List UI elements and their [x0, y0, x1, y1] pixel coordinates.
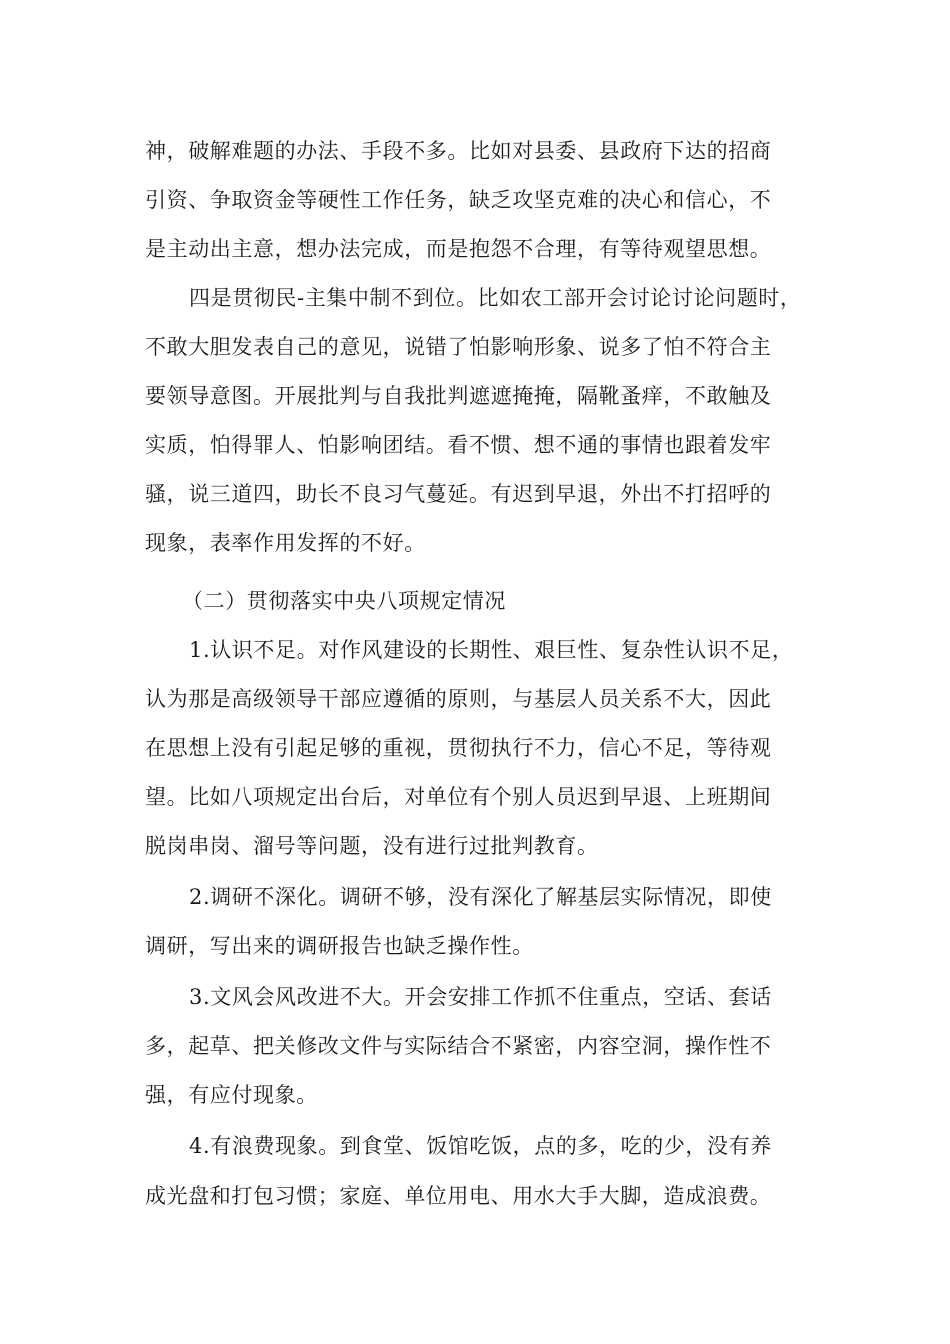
text-line: 实质，怕得罪人、怕影响团结。看不惯、想不通的事情也跟着发牢 [145, 433, 772, 457]
text-line: 成光盘和打包习惯；家庭、单位用电、用水大手大脚，造成浪费。 [145, 1184, 772, 1208]
text-line: 引资、争取资金等硬性工作任务，缺乏攻坚克难的决心和信心，不 [145, 188, 772, 212]
text-line: 现象，表率作用发挥的不好。 [145, 531, 426, 555]
text-line: 脱岗串岗、溜号等问题，没有进行过批判教育。 [145, 834, 599, 858]
text-line: 在思想上没有引起足够的重视，贯彻执行不力，信心不足，等待观 [145, 736, 772, 760]
text-line: 神，破解难题的办法、手段不多。比如对县委、县政府下达的招商 [145, 139, 772, 163]
paragraph-start-line: 1.认识不足。对作风建设的长期性、艰巨性、复杂性认识不足， [189, 638, 794, 662]
paragraph-start-line: 4.有浪费现象。到食堂、饭馆吃饭，点的多，吃的少，没有养 [189, 1134, 772, 1158]
text-line: 望。比如八项规定出台后，对单位有个别人员迟到早退、上班期间 [145, 785, 772, 809]
text-line: 调研，写出来的调研报告也缺乏操作性。 [145, 934, 534, 958]
text-line: 骚，说三道四，助长不良习气蔓延。有迟到早退，外出不打招呼的 [145, 482, 772, 506]
section-heading: （二）贯彻落实中央八项规定情况 [182, 589, 506, 613]
text-line: 不敢大胆发表自己的意见，说错了怕影响形象、说多了怕不符合主 [145, 335, 772, 359]
text-line: 认为那是高级领导干部应遵循的原则，与基层人员关系不大，因此 [145, 687, 772, 711]
paragraph-start-line: 3.文风会风改进不大。开会安排工作抓不住重点，空话、套话 [189, 985, 772, 1009]
text-line: 多，起草、把关修改文件与实际结合不紧密，内容空洞，操作性不 [145, 1034, 772, 1058]
text-line: 是主动出主意，想办法完成，而是抱怨不合理，有等待观望思想。 [145, 237, 772, 261]
paragraph-start-line: 四是贯彻民-主集中制不到位。比如农工部开会讨论讨论问题时， [189, 286, 802, 310]
text-line: 要领导意图。开展批判与自我批判遮遮掩掩，隔靴蚤痒，不敢触及 [145, 384, 772, 408]
paragraph-start-line: 2.调研不深化。调研不够，没有深化了解基层实际情况，即使 [189, 885, 772, 909]
text-line: 强，有应付现象。 [145, 1083, 318, 1107]
